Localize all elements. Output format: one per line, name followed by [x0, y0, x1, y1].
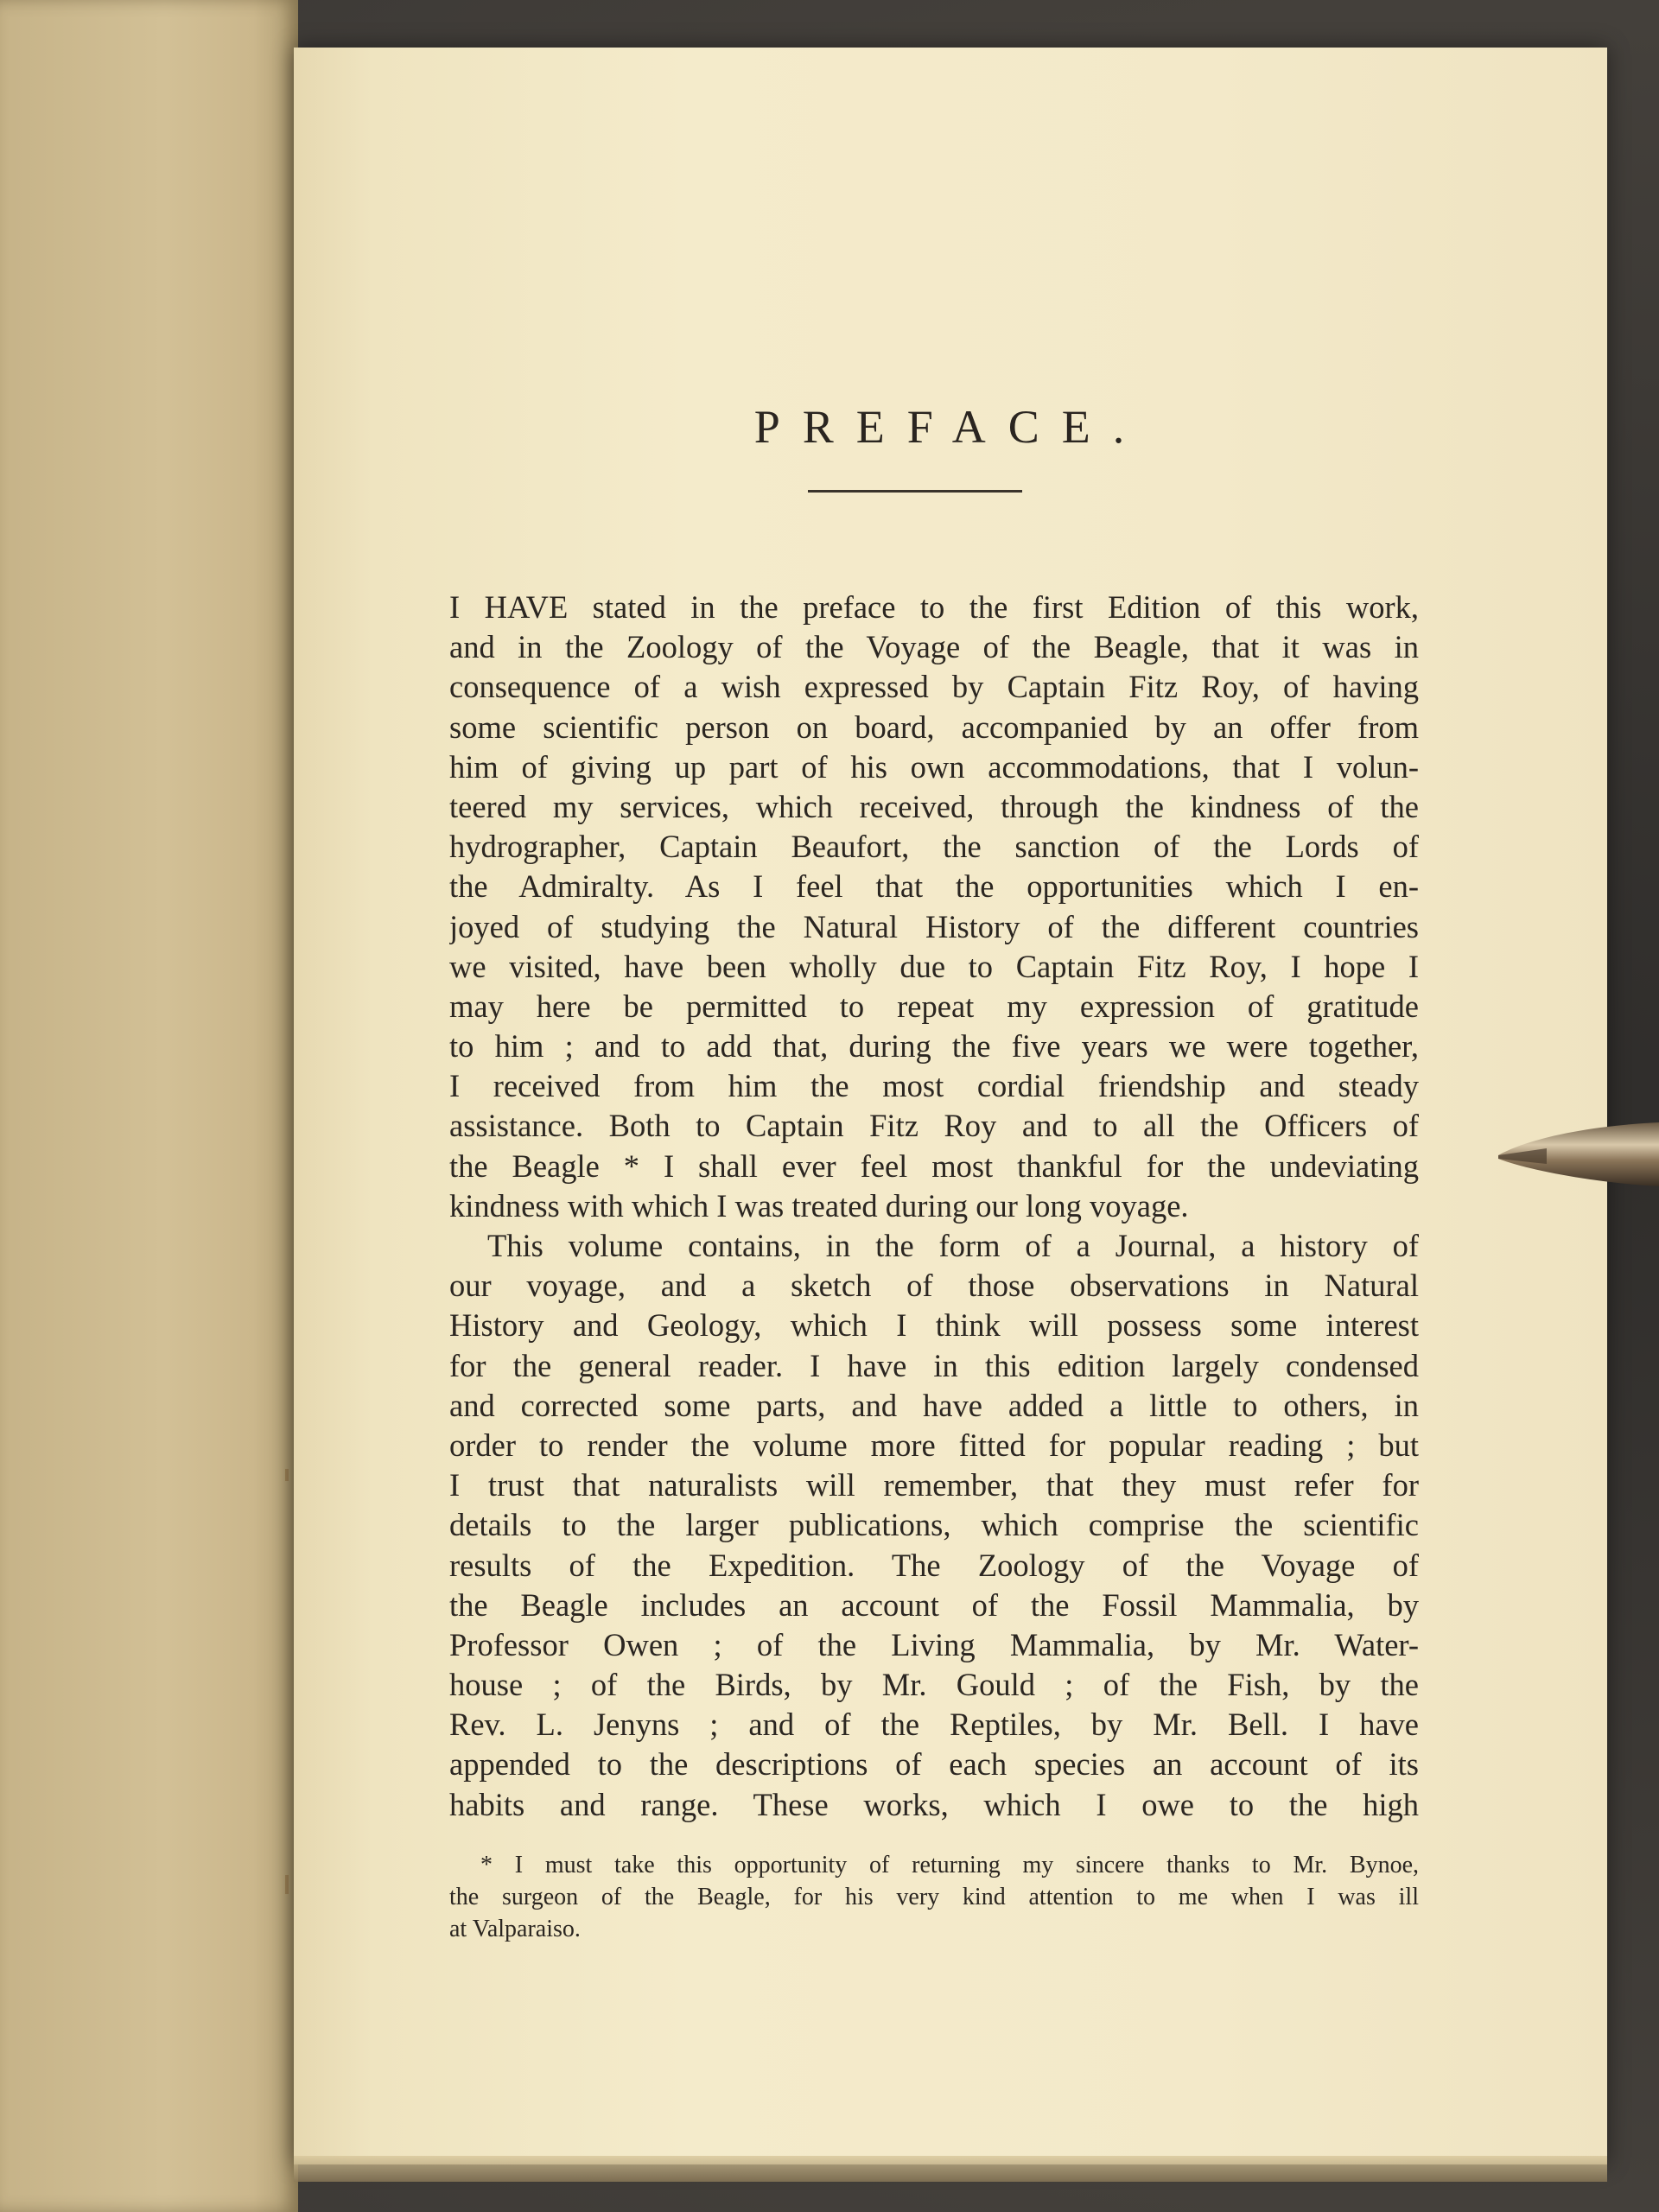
body-line: the Admiralty. As I feel that the opportunities which I en- — [449, 868, 1419, 905]
body-line: Rev. L. Jenyns ; and of the Reptiles, by Mr. Bell. I have — [449, 1707, 1419, 1743]
body-line: him of giving up part of his own accommodations, that I volun- — [449, 748, 1419, 785]
body-line: order to render the volume more fitted for popular reading ; but — [449, 1427, 1419, 1463]
page-title: PREFACE. — [753, 401, 1147, 453]
footnote-line: at Valparaiso. — [449, 1916, 581, 1942]
body-line: house ; of the Birds, by Mr. Gould ; of the Fish, by the — [449, 1667, 1419, 1703]
body-line: joyed of studying the Natural History of the different countries — [449, 908, 1419, 944]
body-line: and in the Zoology of the Voyage of the Beagle, that it was in — [449, 629, 1419, 665]
body-line: we visited, have been wholly due to Captain Fitz Roy, I hope I — [449, 948, 1419, 984]
pen-tip-icon — [1495, 1119, 1659, 1188]
page-mark — [285, 1469, 289, 1481]
body-line: History and Geology, which I think will possess some interest — [449, 1307, 1419, 1344]
body-line: the Beagle includes an account of the Fossil Mammalia, by — [449, 1586, 1419, 1623]
body-line: some scientific person on board, accompanied by an offer from — [449, 709, 1419, 745]
page-mark — [285, 1875, 289, 1894]
body-line: for the general reader. I have in this edition largely condensed — [449, 1347, 1419, 1383]
body-line: I trust that naturalists will remember, that they must refer for — [449, 1467, 1419, 1503]
body-line: hydrographer, Captain Beaufort, the sanction of the Lords of — [449, 829, 1419, 865]
left-page — [0, 0, 298, 2212]
body-line: kindness with which I was treated during our long voyage. — [449, 1187, 1189, 1224]
body-line: This volume contains, in the form of a Journal, a history of — [487, 1228, 1419, 1263]
preface-body — [449, 588, 1419, 1825]
footnote — [449, 1849, 1419, 1945]
body-line: our voyage, and a sketch of those observations in Natural — [449, 1268, 1419, 1304]
body-line: the Beagle * I shall ever feel most thankful for the undeviating — [449, 1147, 1419, 1184]
body-line: results of the Expedition. The Zoology of the Voyage of — [449, 1547, 1419, 1583]
body-line: appended to the descriptions of each species an account of its — [449, 1746, 1419, 1783]
body-line: habits and range. These works, which I owe to the high — [449, 1786, 1419, 1822]
page-bottom-edge — [294, 2156, 1607, 2182]
body-line: assistance. Both to Captain Fitz Roy and to all the Officers of — [449, 1108, 1419, 1144]
book-page — [294, 48, 1607, 2164]
body-line: Professor Owen ; of the Living Mammalia, by Mr. Water- — [449, 1626, 1419, 1662]
body-line: may here be permitted to repeat my expression of gratitude — [449, 988, 1419, 1024]
body-line: and corrected some parts, and have added a little to others, in — [449, 1387, 1419, 1423]
body-line: teered my services, which received, through the kindness of the — [449, 788, 1419, 824]
footnote-line: the surgeon of the Beagle, for his very kind attention to me when I was ill — [449, 1884, 1419, 1910]
body-line: details to the larger publications, which comprise the scientific — [449, 1507, 1419, 1543]
body-line: consequence of a wish expressed by Captain Fitz Roy, of having — [449, 669, 1419, 705]
title-rule — [808, 490, 1022, 493]
body-line: I HAVE stated in the preface to the first Edition of this work, — [449, 589, 1419, 625]
footnote-line: * I must take this opportunity of returning my sincere thanks to Mr. Bynoe, — [480, 1852, 1419, 1878]
body-line: to him ; and to add that, during the five years we were together, — [449, 1028, 1419, 1065]
body-line: I received from him the most cordial friendship and steady — [449, 1068, 1419, 1104]
